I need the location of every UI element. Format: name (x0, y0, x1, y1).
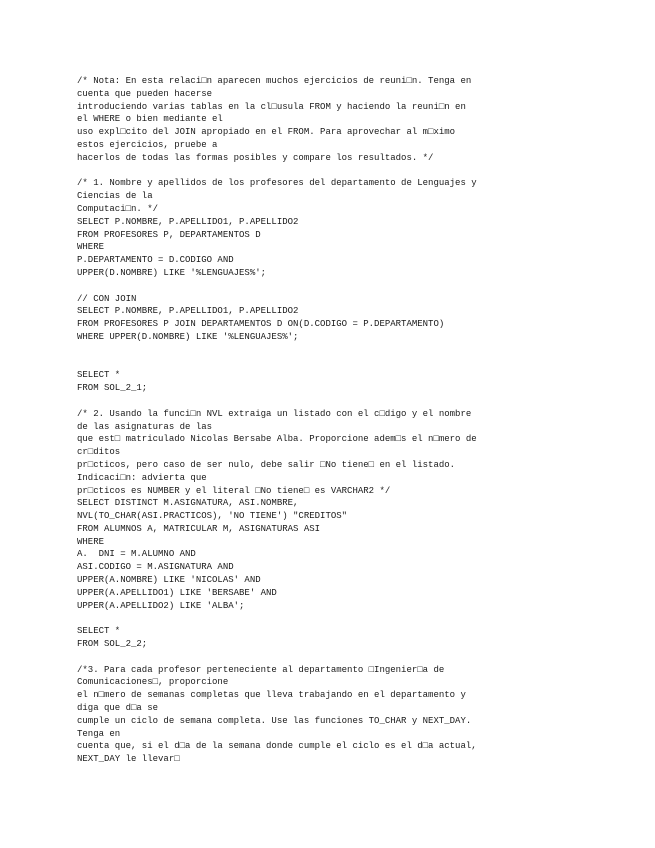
code-line: FROM SOL_2_1; (77, 383, 148, 394)
text-line: Comunicaciones□, proporcione (77, 677, 229, 688)
text-line: NEXT_DAY le llevar□ (77, 754, 180, 765)
code-line: NVL(TO_CHAR(ASI.PRACTICOS), 'NO TIENE') "CREDITOS" (77, 511, 348, 522)
code-line: P.DEPARTAMENTO = D.CODIGO AND (77, 255, 234, 266)
code-line: FROM PROFESORES P, DEPARTAMENTOS D (77, 229, 261, 240)
code-line: SELECT P.NOMBRE, P.APELLIDO1, P.APELLIDO2 (77, 306, 299, 317)
document-body (77, 75, 577, 766)
text-line: de las asignaturas de las (77, 421, 213, 432)
text-line: cuenta que pueden hacerse (77, 88, 213, 99)
code-line: FROM PROFESORES P JOIN DEPARTAMENTOS D ON(D.CODIGO = P.DEPARTAMENTO) (77, 319, 445, 330)
select-sol-2-2 (77, 625, 577, 651)
code-line: SELECT * (77, 626, 121, 637)
code-line: UPPER(A.APELLIDO1) LIKE 'BERSABE' AND (77, 587, 277, 598)
code-line: // CON JOIN (77, 293, 137, 304)
text-line: /* 2. Usando la funci□n NVL extraiga un listado con el c□digo y el nombre (77, 408, 472, 419)
text-line: pr□cticos, pero caso de ser nulo, debe salir □No tiene□ en el listado. (77, 459, 456, 470)
text-line: hacerlos de todas las formas posibles y compare los resultados. */ (77, 152, 434, 163)
exercise-2 (77, 408, 577, 613)
text-line: introduciendo varias tablas en la cl□usula FROM y haciendo la reuni□n en (77, 101, 466, 112)
blank-line (77, 395, 577, 408)
text-line: Ciencias de la (77, 191, 153, 202)
exercise-1 (77, 177, 577, 279)
blank-line (77, 280, 577, 293)
text-line: Computaci□n. */ (77, 203, 159, 214)
text-line: el n□mero de semanas completas que lleva trabajando en el departamento y (77, 690, 466, 701)
code-line: UPPER(D.NOMBRE) LIKE '%LENGUAJES%'; (77, 267, 267, 278)
text-line: estos ejercicios, pruebe a (77, 139, 218, 150)
text-line: diga que d□a se (77, 703, 159, 714)
code-line: SELECT * (77, 370, 121, 381)
exercise-1-join (77, 293, 577, 344)
code-line: A. DNI = M.ALUMNO AND (77, 549, 196, 560)
text-line: /* 1. Nombre y apellidos de los profesores del departamento de Lenguajes y (77, 178, 477, 189)
text-line: Tenga en (77, 728, 121, 739)
code-line: UPPER(A.APELLIDO2) LIKE 'ALBA'; (77, 600, 245, 611)
text-line: pr□cticos es NUMBER y el literal □No tiene□ es VARCHAR2 */ (77, 485, 391, 496)
code-line: WHERE (77, 536, 105, 547)
code-line: SELECT DISTINCT M.ASIGNATURA, ASI.NOMBRE, (77, 498, 299, 509)
code-line: FROM SOL_2_2; (77, 639, 148, 650)
blank-line (77, 165, 577, 178)
blank-line (77, 612, 577, 625)
code-line: ASI.CODIGO = M.ASIGNATURA AND (77, 562, 234, 573)
text-line: uso expl□cito del JOIN apropiado en el FROM. Para aprovechar al m□ximo (77, 127, 456, 138)
intro-note (77, 75, 577, 165)
code-line (77, 357, 577, 370)
code-line: WHERE (77, 242, 105, 253)
code-line: WHERE UPPER(D.NOMBRE) LIKE '%LENGUAJES%'; (77, 331, 299, 342)
code-line: UPPER(A.NOMBRE) LIKE 'NICOLAS' AND (77, 575, 261, 586)
blank-line (77, 344, 577, 357)
blank-line (77, 651, 577, 664)
code-line: SELECT P.NOMBRE, P.APELLIDO1, P.APELLIDO2 (77, 216, 299, 227)
text-line: cuenta que, si el d□a de la semana donde cumple el ciclo es el d□a actual, (77, 741, 477, 752)
code-line: FROM ALUMNOS A, MATRICULAR M, ASIGNATURAS ASI (77, 523, 321, 534)
text-line: cumple un ciclo de semana completa. Use las funciones TO_CHAR y NEXT_DAY. (77, 715, 472, 726)
text-line: el WHERE o bien mediante el (77, 114, 223, 125)
text-line: que est□ matriculado Nicolas Bersabe Alba. Proporcione adem□s el n□mero de (77, 434, 477, 445)
select-sol-2-1 (77, 357, 577, 395)
text-line: /*3. Para cada profesor perteneciente al departamento □Ingenier□a de (77, 664, 445, 675)
text-line: cr□ditos (77, 447, 121, 458)
exercise-3 (77, 664, 577, 766)
text-line: /* Nota: En esta relaci□n aparecen muchos ejercicios de reuni□n. Tenga en (77, 76, 472, 86)
text-line: Indicaci□n: advierta que (77, 472, 207, 483)
